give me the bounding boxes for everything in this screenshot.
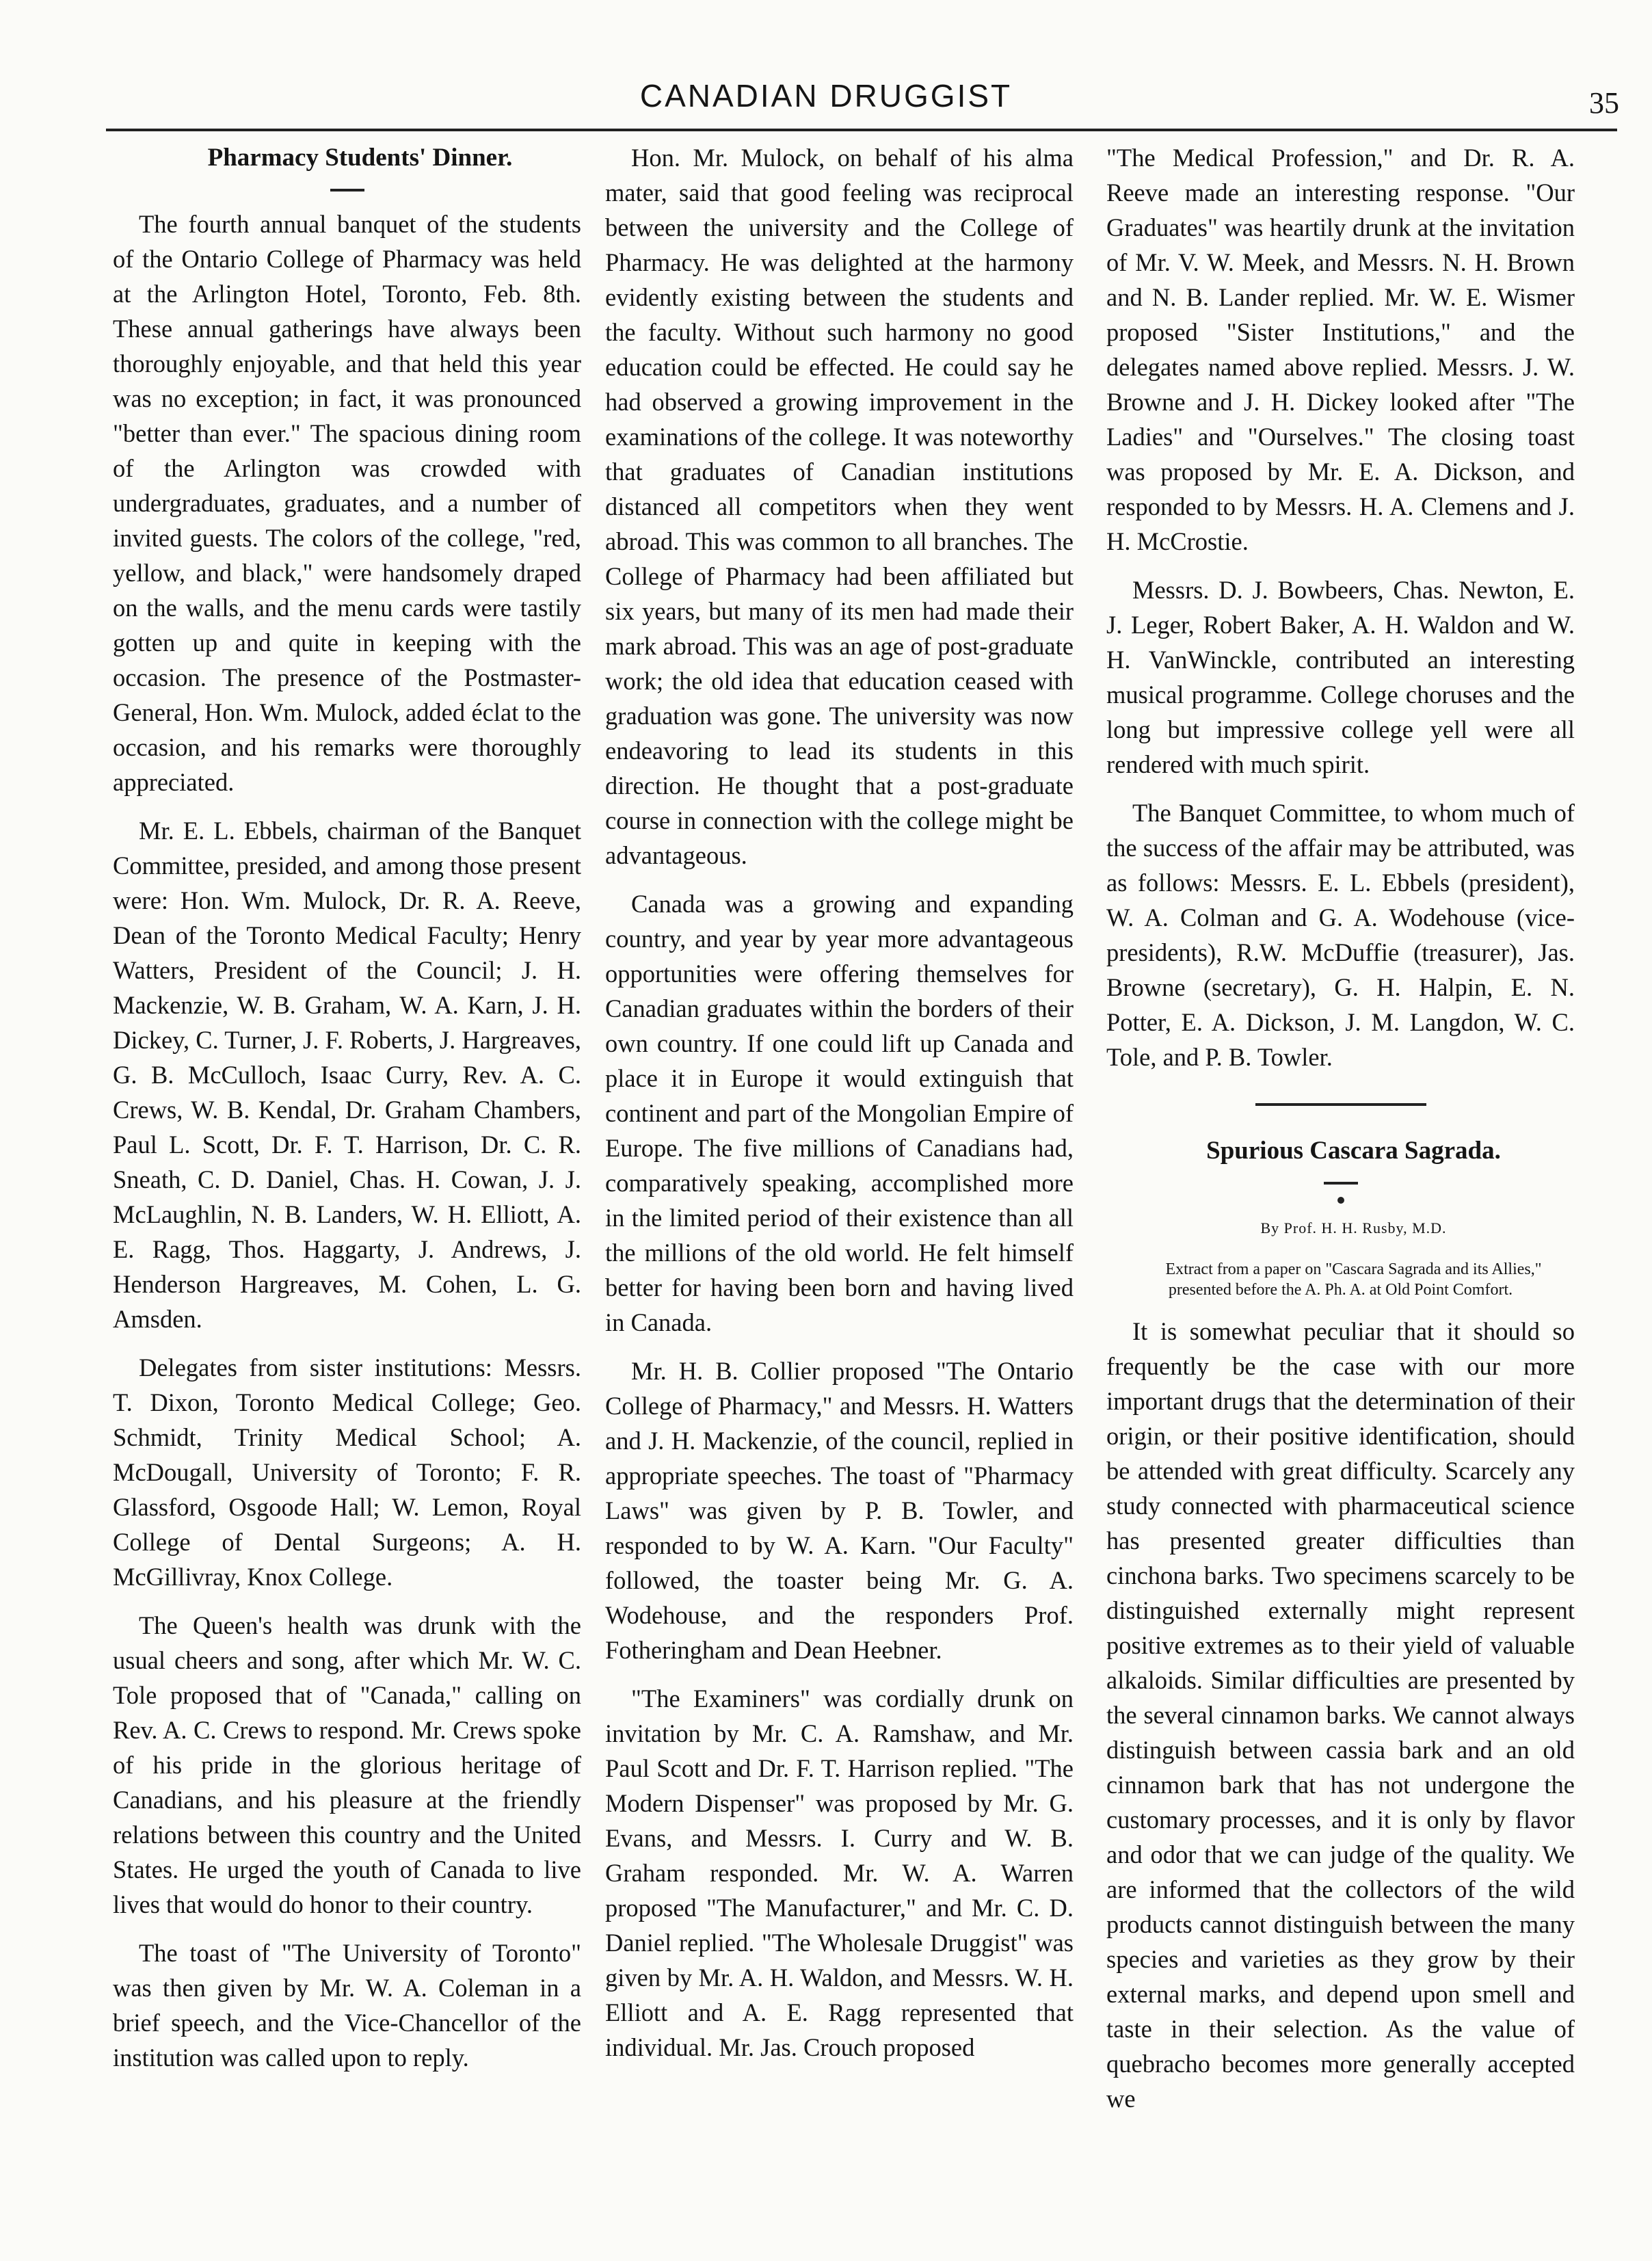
- paragraph: Delegates from sister institutions: Messrs. T. Dixon, Toronto Medical College; Geo. Schmidt, Trinity Medical School; A. McDougall, University of Toronto; F. R. Glassford, Osgoode Hall; W. Lemon, Royal College of Dental Surgeons; A. H. McGillivray, Knox College.: [113, 1353, 581, 1591]
- paragraph: The Queen's health was drunk with the usual cheers and song, after which Mr. W. C. Tole proposed that of "Canada," calling on Rev. A. C. Crews to respond. Mr. Crews spoke of his pride in the glorious heritage of Canadians, and his pleasure at the friendly relations between this country and the United States. He urged the youth of Canada to live lives that would do honor to their country.: [113, 1611, 581, 1918]
- paragraph: The fourth annual banquet of the students of the Ontario College of Pharmacy was held at the Arlington Hotel, Toronto, Feb. 8th. These annual gatherings have always been thoroughly enjoyable, and that held this year was no exception; in fact, it was pronounced "better than ever." The spacious dining room of the Arlington was crowded with undergraduates, graduates, and a number of invited guests. The colors of the college, "red, yellow, and black," were handsomely draped on the walls, and the menu cards were tastily gotten up and quite in keeping with the occasion. The presence of the Postmaster-General, Hon. Wm. Mulock, added éclat to the occasion, and his remarks were thoroughly appreciated.: [113, 210, 581, 796]
- paragraph: Canada was a growing and expanding country, and year by year more advantageous opportunities were offering themselves for Canadian graduates within the borders of their own country. If one could lift up Canada and place it in Europe it would extinguish that continent and part of the Mongolian Empire of Europe. The five millions of Canadians had, comparatively speaking, accomplished more in the limited period of their existence than all the millions of the old world. He felt himself better for having been born and having lived in Canada.: [605, 890, 1074, 1336]
- article-title: Spurious Cascara Sagrada.: [1206, 1137, 1501, 1165]
- paragraph: Mr. H. B. Collier proposed "The Ontario College of Pharmacy," and Messrs. H. Watters and J. H. Mackenzie, of the council, replied in appropriate speeches. The toast of "Pharmacy Laws" was given by P. B. Towler, and responded to by W. A. Karn. "Our Faculty" followed, the toaster being Mr. G. A. Wodehouse, and the responders Prof. Fotheringham and Dean Heebner.: [605, 1357, 1074, 1664]
- column-2: [605, 140, 1074, 2078]
- column-3: [1106, 140, 1575, 2130]
- paragraph: Hon. Mr. Mulock, on behalf of his alma mater, said that good feeling was reciprocal between the university and the College of Pharmacy. He was delighted at the harmony evidently existing between the students and the faculty. Without such harmony no good education could be effected. He could say he had observed a growing improvement in the examinations of the college. It was noteworthy that graduates of Canadian institutions distanced all competitors when they went abroad. This was common to all branches. The College of Pharmacy had been affiliated but six years, but many of its men had made their mark abroad. This was an age of post-graduate work; the old idea that education ceased with graduation was gone. The university was now endeavoring to lead its students in this direction. He thought that a post-graduate course in connection with the college might be advantageous.: [605, 144, 1074, 869]
- paragraph: The toast of "The University of Toronto" was then given by Mr. W. A. Coleman in a brief speech, and the Vice-Chancellor of the institution was called upon to reply.: [113, 1939, 581, 2072]
- paragraph: It is somewhat peculiar that it should so frequently be the case with our more important drugs that the determination of their origin, or their positive identification, should be attended with great difficulty. Scarcely any study connected with pharmaceutical science has presented greater difficulties than cinchona barks. Two specimens scarcely to be distinguished externally might represent positive extremes as to their yield of valuable alkaloids. Similar difficulties are presented by the several cinnamon barks. We cannot always distinguish between cassia bark and an old cinnamon bark that has not undergone the customary processes, and it is only by flavor and odor that we can judge of the quality. We are informed that the collectors of the wild products cannot distinguish between the many species and varieties as they grow by their external marks, and depend upon smell and taste in their selection. As the value of quebracho becomes more generally accepted we: [1106, 1317, 1575, 2113]
- paragraph: "The Medical Profession," and Dr. R. A. Reeve made an interesting response. "Our Graduates" was heartily drunk at the invitation of Mr. V. W. Meek, and Messrs. N. H. Brown and N. B. Lander replied. Mr. W. E. Wismer proposed "Sister Institutions," and the delegates named above replied. Messrs. J. W. Browne and J. H. Dickey looked after "The Ladies" and "Ourselves." The closing toast was proposed by Mr. E. A. Dickson, and responded to by Messrs. H. A. Clemens and J. H. McCrostie.: [1106, 144, 1575, 555]
- title-dash: [330, 189, 364, 191]
- ornament-dot: [1337, 1197, 1344, 1204]
- page-number: 35: [1589, 86, 1619, 120]
- title-dash: [1324, 1182, 1358, 1185]
- paragraph: The Banquet Committee, to whom much of the success of the affair may be attributed, was as follows: Messrs. E. L. Ebbels (president), W. A. Colman and G. A. Wodehouse (vice-presidents), R.W. McDuffie (treasurer), Jas. Browne (secretary), G. H. Halpin, E. N. Potter, E. A. Dickson, J. M. Langdon, W. C. Tole, and P. B. Towler.: [1106, 799, 1575, 1071]
- page-header: [0, 72, 1652, 120]
- column-1: [113, 140, 581, 2089]
- paragraph: Mr. E. L. Ebbels, chairman of the Banquet Committee, presided, and among those present were: Hon. Wm. Mulock, Dr. R. A. Reeve, Dean of the Toronto Medical Faculty; Henry Watters, President of the Council; J. H. Mackenzie, W. B. Graham, W. A. Karn, J. H. Dickey, C. Turner, J. F. Roberts, J. Hargreaves, G. B. McCulloch, Isaac Curry, Rev. A. C. Crews, W. B. Kendal, Dr. Graham Chambers, Paul L. Scott, Dr. F. T. Harrison, Dr. C. R. Sneath, C. D. Daniel, Chas. H. Cowan, J. J. McLaughlin, N. B. Landers, W. H. Elliott, A. E. Ragg, Thos. Haggarty, J. Andrews, J. Henderson Hargreaves, M. Cohen, L. G. Amsden.: [113, 817, 581, 1333]
- byline: By Prof. H. H. Rusby, M.D.: [1260, 1219, 1447, 1237]
- header-rule: [106, 129, 1617, 131]
- article-separator: [1255, 1103, 1426, 1106]
- extract-note: Extract from a paper on "Cascara Sagrada and its Allies," presented before the A. Ph. A. at Old Point Comfort.: [1165, 1260, 1542, 1299]
- running-title: CANADIAN DRUGGIST: [639, 78, 1013, 114]
- paragraph: "The Examiners" was cordially drunk on invitation by Mr. C. A. Ramshaw, and Mr. Paul Scott and Dr. F. T. Harrison replied. "The Modern Dispenser" was proposed by Mr. G. Evans, and Messrs. I. Curry and W. B. Graham responded. Mr. W. A. Warren proposed "The Manufacturer," and Mr. C. D. Daniel replied. "The Wholesale Druggist" was given by Mr. A. H. Waldon, and Messrs. W. H. Elliott and A. E. Ragg represented that individual. Mr. Jas. Crouch proposed: [605, 1684, 1074, 2061]
- paragraph: Messrs. D. J. Bowbeers, Chas. Newton, E. J. Leger, Robert Baker, A. H. Waldon and W. H. VanWinckle, contributed an interesting musical programme. College choruses and the long but impressive college yell were all rendered with much spirit.: [1106, 576, 1575, 778]
- article-title: Pharmacy Students' Dinner.: [207, 144, 513, 172]
